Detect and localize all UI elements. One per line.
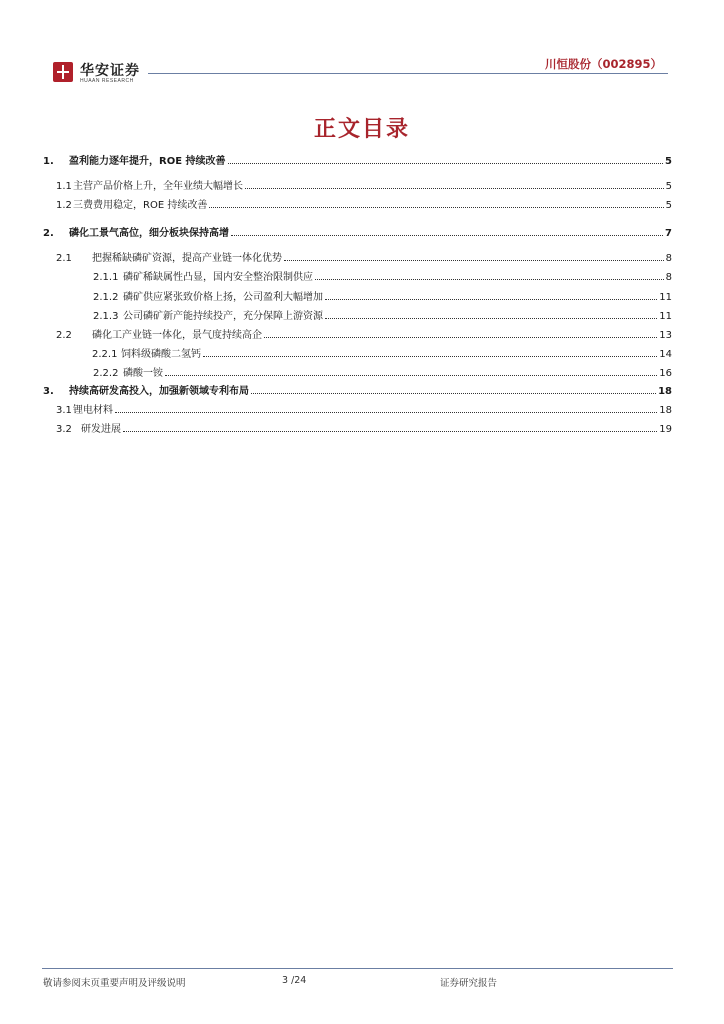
toc-entry[interactable]: [93, 291, 672, 305]
toc-number: 2.2: [56, 330, 72, 341]
toc-leader: [315, 279, 664, 280]
toc-entry[interactable]: [92, 348, 672, 362]
toc-leader: [251, 393, 656, 394]
toc-entry[interactable]: [93, 310, 672, 324]
toc-page: 8: [665, 272, 672, 283]
toc-leader: [209, 207, 663, 208]
logo-subtitle: HUAAN RESEARCH: [80, 78, 134, 84]
toc-leader: [115, 412, 657, 413]
footer-report-type: 证券研究报告: [440, 978, 498, 989]
toc-page: 5: [665, 156, 672, 167]
toc-entry[interactable]: [43, 385, 672, 399]
toc-text: 持续高研发高投入，加强新领域专利布局: [69, 386, 249, 397]
toc-number: 2.: [43, 228, 54, 239]
toc-number: 2.2.2: [93, 368, 119, 379]
toc-page: 13: [659, 330, 672, 341]
logo-name: 华安证券: [80, 63, 140, 79]
toc-leader: [165, 375, 657, 376]
toc-text: 磷化工景气高位，细分板块保持高增: [69, 228, 229, 239]
toc-number: 3.1: [56, 405, 72, 416]
toc-leader: [284, 260, 664, 261]
toc-entry[interactable]: [93, 367, 672, 381]
toc-text: 磷矿供应紧张致价格上扬，公司盈利大幅增加: [123, 292, 323, 303]
toc-text: 锂电材料: [73, 405, 113, 416]
header-divider: [148, 73, 668, 74]
toc-leader: [245, 188, 664, 189]
toc-leader: [264, 337, 657, 338]
toc-page: 5: [665, 181, 672, 192]
toc-number: 2.2.1: [92, 349, 118, 360]
toc-page: 16: [659, 368, 672, 379]
footer-page-number: 3 /24: [282, 975, 307, 986]
toc-number: 1.: [43, 156, 54, 167]
toc-leader: [228, 163, 664, 164]
toc-text: 磷矿稀缺属性凸显，国内安全整治限制供应: [123, 272, 313, 283]
toc-leader: [203, 356, 657, 357]
footer-disclaimer: 敬请参阅末页重要声明及评级说明: [43, 978, 186, 989]
toc-entry[interactable]: [56, 199, 672, 213]
toc-page: 5: [665, 200, 672, 211]
toc-text: 盈利能力逐年提升，ROE 持续改善: [69, 156, 226, 167]
toc-page: 8: [665, 253, 672, 264]
toc-text: 三费费用稳定，ROE 持续改善: [73, 200, 208, 211]
toc-page: 19: [659, 424, 672, 435]
toc-entry[interactable]: [56, 404, 672, 418]
toc-number: 2.1.2: [93, 292, 119, 303]
toc-page: 11: [659, 311, 672, 322]
toc-page: 18: [658, 386, 672, 397]
toc-text: 饲料级磷酸二氢钙: [121, 349, 201, 360]
toc-leader: [325, 318, 657, 319]
toc-entry[interactable]: [56, 252, 672, 266]
toc-page: 11: [659, 292, 672, 303]
toc-page: 14: [659, 349, 672, 360]
page-title: 正文目录: [313, 117, 410, 142]
footer-divider: [42, 968, 673, 969]
header-company: 川恒股份（002895）: [544, 57, 662, 71]
toc-leader: [325, 299, 657, 300]
toc-number: 3.2: [56, 424, 72, 435]
toc-entry[interactable]: [93, 271, 672, 285]
toc-entry[interactable]: [56, 180, 672, 194]
toc-number: 1.1: [56, 181, 72, 192]
toc-text: 主营产品价格上升，全年业绩大幅增长: [73, 181, 243, 192]
company-logo-icon: [53, 62, 73, 82]
toc-text: 把握稀缺磷矿资源，提高产业链一体化优势: [92, 253, 282, 264]
toc-page: 18: [659, 405, 672, 416]
toc-leader: [231, 235, 663, 236]
toc-text: 公司磷矿新产能持续投产，充分保障上游资源: [123, 311, 323, 322]
toc-text: 研发进展: [81, 424, 121, 435]
toc-entry[interactable]: [43, 155, 672, 169]
toc-entry[interactable]: [56, 423, 672, 437]
toc-number: 3.: [43, 386, 54, 397]
toc-text: 磷酸一铵: [123, 368, 163, 379]
toc-leader: [123, 431, 657, 432]
toc-entry[interactable]: [43, 227, 672, 241]
toc-number: 1.2: [56, 200, 72, 211]
toc-number: 2.1.3: [93, 311, 119, 322]
toc-number: 2.1.1: [93, 272, 119, 283]
toc-page: 7: [665, 228, 672, 239]
toc-number: 2.1: [56, 253, 72, 264]
toc-text: 磷化工产业链一体化，景气度持续高企: [92, 330, 262, 341]
toc-entry[interactable]: [56, 329, 672, 343]
